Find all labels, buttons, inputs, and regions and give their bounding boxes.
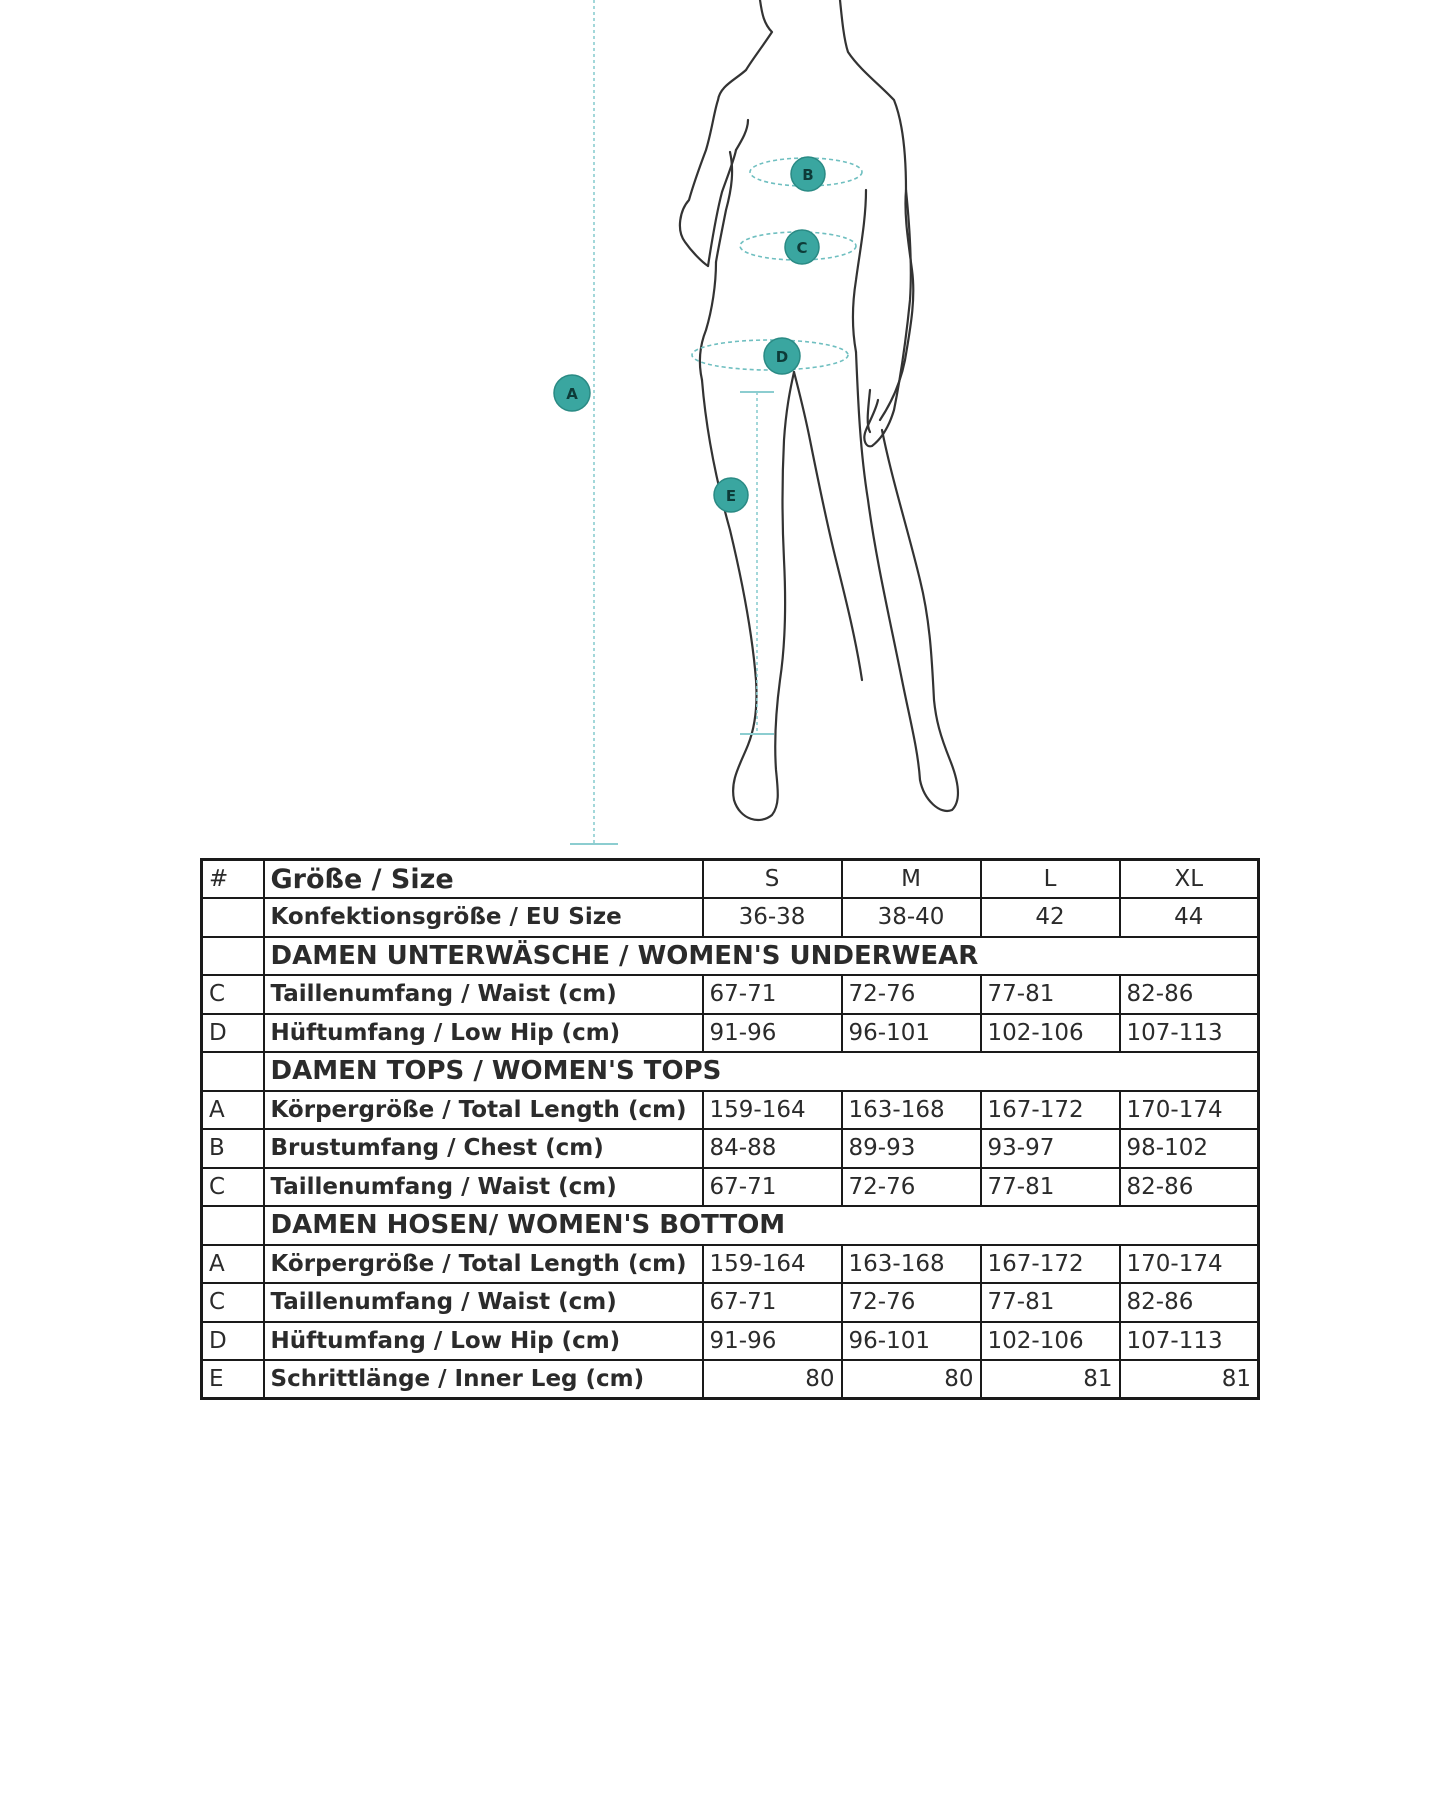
row-value-xl: 81 [1120, 1360, 1259, 1399]
table-row [202, 1091, 1259, 1130]
section-title: DAMEN UNTERWÄSCHE / WOMEN'S UNDERWEAR [264, 937, 1259, 976]
body-measurement-figure [0, 0, 1440, 860]
row-value-m: 96-101 [842, 1014, 981, 1053]
table-row [202, 1129, 1259, 1168]
header-code: # [202, 860, 264, 899]
row-value-s: 67-71 [703, 1168, 842, 1207]
table-row [202, 1168, 1259, 1207]
row-label: Körpergröße / Total Length (cm) [264, 1091, 703, 1130]
section-header-row [202, 1206, 1259, 1245]
eu-size-s: 36-38 [703, 898, 842, 937]
marker-e [714, 478, 748, 512]
row-value-m: 163-168 [842, 1245, 981, 1284]
row-value-m: 72-76 [842, 975, 981, 1014]
header-size-xl: XL [1120, 860, 1259, 899]
row-label: Taillenumfang / Waist (cm) [264, 1168, 703, 1207]
eu-size-code [202, 898, 264, 937]
row-code: B [202, 1129, 264, 1168]
row-value-l: 77-81 [981, 975, 1120, 1014]
eu-size-l: 42 [981, 898, 1120, 937]
row-value-xl: 107-113 [1120, 1322, 1259, 1361]
row-value-xl: 107-113 [1120, 1014, 1259, 1053]
row-value-l: 93-97 [981, 1129, 1120, 1168]
header-size-s: S [703, 860, 842, 899]
row-value-m: 72-76 [842, 1283, 981, 1322]
row-code: C [202, 1283, 264, 1322]
table-row [202, 1014, 1259, 1053]
row-value-s: 159-164 [703, 1091, 842, 1130]
row-code: D [202, 1322, 264, 1361]
row-value-m: 72-76 [842, 1168, 981, 1207]
row-value-s: 80 [703, 1360, 842, 1399]
svg-text:D: D [775, 348, 789, 366]
row-value-xl: 170-174 [1120, 1245, 1259, 1284]
section-header-row [202, 1052, 1259, 1091]
row-label: Hüftumfang / Low Hip (cm) [264, 1014, 703, 1053]
section-code-cell [202, 937, 264, 976]
size-chart-table [200, 858, 1260, 1400]
section-code-cell [202, 1206, 264, 1245]
eu-size-xl: 44 [1120, 898, 1259, 937]
table-row [202, 1322, 1259, 1361]
row-value-xl: 98-102 [1120, 1129, 1259, 1168]
eu-size-label: Konfektionsgröße / EU Size [264, 898, 703, 937]
header-row [202, 860, 1259, 899]
header-label: Größe / Size [264, 860, 703, 899]
svg-text:A: A [566, 385, 578, 403]
body-outline [680, 0, 958, 820]
row-label: Hüftumfang / Low Hip (cm) [264, 1322, 703, 1361]
row-label: Taillenumfang / Waist (cm) [264, 975, 703, 1014]
table-row [202, 975, 1259, 1014]
header-size-m: M [842, 860, 981, 899]
section-code-cell [202, 1052, 264, 1091]
row-label: Taillenumfang / Waist (cm) [264, 1283, 703, 1322]
row-code: E [202, 1360, 264, 1399]
row-code: C [202, 975, 264, 1014]
header-size-l: L [981, 860, 1120, 899]
row-value-s: 67-71 [703, 1283, 842, 1322]
table-row [202, 1245, 1259, 1284]
svg-text:E: E [725, 487, 737, 505]
eu-size-row [202, 898, 1259, 937]
row-code: C [202, 1168, 264, 1207]
row-value-m: 89-93 [842, 1129, 981, 1168]
row-value-l: 102-106 [981, 1322, 1120, 1361]
row-code: D [202, 1014, 264, 1053]
row-value-l: 81 [981, 1360, 1120, 1399]
row-value-l: 77-81 [981, 1168, 1120, 1207]
row-value-xl: 82-86 [1120, 975, 1259, 1014]
row-value-l: 167-172 [981, 1245, 1120, 1284]
row-code: A [202, 1091, 264, 1130]
row-value-xl: 82-86 [1120, 1168, 1259, 1207]
row-value-m: 96-101 [842, 1322, 981, 1361]
size-chart-body [202, 860, 1259, 1399]
svg-text:B: B [802, 166, 814, 184]
row-value-m: 163-168 [842, 1091, 981, 1130]
row-label: Brustumfang / Chest (cm) [264, 1129, 703, 1168]
marker-d [764, 338, 800, 374]
marker-c [785, 230, 819, 264]
row-value-m: 80 [842, 1360, 981, 1399]
marker-a [554, 375, 590, 411]
row-value-l: 167-172 [981, 1091, 1120, 1130]
row-value-s: 84-88 [703, 1129, 842, 1168]
section-title: DAMEN HOSEN/ WOMEN'S BOTTOM [264, 1206, 1259, 1245]
marker-b [791, 157, 825, 191]
row-value-s: 159-164 [703, 1245, 842, 1284]
section-title: DAMEN TOPS / WOMEN'S TOPS [264, 1052, 1259, 1091]
section-header-row [202, 937, 1259, 976]
table-row [202, 1360, 1259, 1399]
row-code: A [202, 1245, 264, 1284]
row-value-l: 102-106 [981, 1014, 1120, 1053]
eu-size-m: 38-40 [842, 898, 981, 937]
svg-text:C: C [796, 239, 808, 257]
row-value-xl: 82-86 [1120, 1283, 1259, 1322]
row-value-xl: 170-174 [1120, 1091, 1259, 1130]
row-value-s: 91-96 [703, 1322, 842, 1361]
table-row [202, 1283, 1259, 1322]
row-value-s: 91-96 [703, 1014, 842, 1053]
row-label: Körpergröße / Total Length (cm) [264, 1245, 703, 1284]
row-value-s: 67-71 [703, 975, 842, 1014]
row-value-l: 77-81 [981, 1283, 1120, 1322]
row-label: Schrittlänge / Inner Leg (cm) [264, 1360, 703, 1399]
